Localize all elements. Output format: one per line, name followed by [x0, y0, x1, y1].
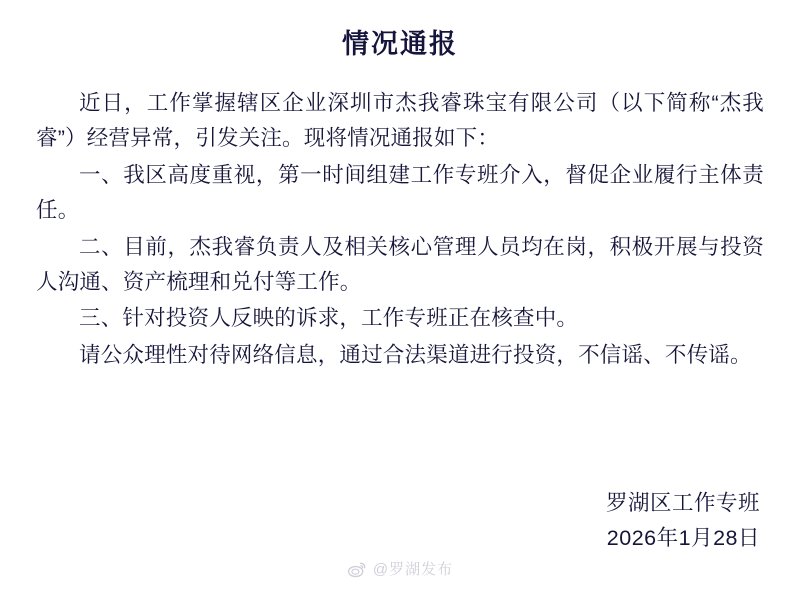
- paragraph-5: 请公众理性对待网络信息，通过合法渠道进行投资，不信谣、不传谣。: [79, 343, 752, 368]
- document-body: [36, 86, 764, 373]
- signature-issuer: 罗湖区工作专班: [605, 491, 760, 516]
- weibo-icon: [347, 559, 367, 579]
- watermark: [347, 558, 453, 579]
- signature-block: [606, 486, 760, 555]
- signature-date: 2026年1月28日: [606, 525, 760, 550]
- paragraph-2: 一、我区高度重视，第一时间组建工作专班介入，督促企业履行主体责任。: [36, 163, 764, 222]
- watermark-text: @罗湖发布: [372, 561, 454, 578]
- paragraph-3: 二、目前，杰我睿负责人及相关核心管理人员均在岗，积极开展与投资人沟通、资产梳理和兑付等工作。: [36, 234, 764, 294]
- paragraph-4: 三、针对投资人反映的诉求，工作专班正在核查中。: [79, 306, 579, 331]
- paragraph-1: 近日，工作掌握辖区企业深圳市杰我睿珠宝有限公司（以下简称“杰我睿”）经营异常，引发关注。现将情况通报如下：: [36, 91, 764, 151]
- page-title: 情况通报: [342, 29, 458, 59]
